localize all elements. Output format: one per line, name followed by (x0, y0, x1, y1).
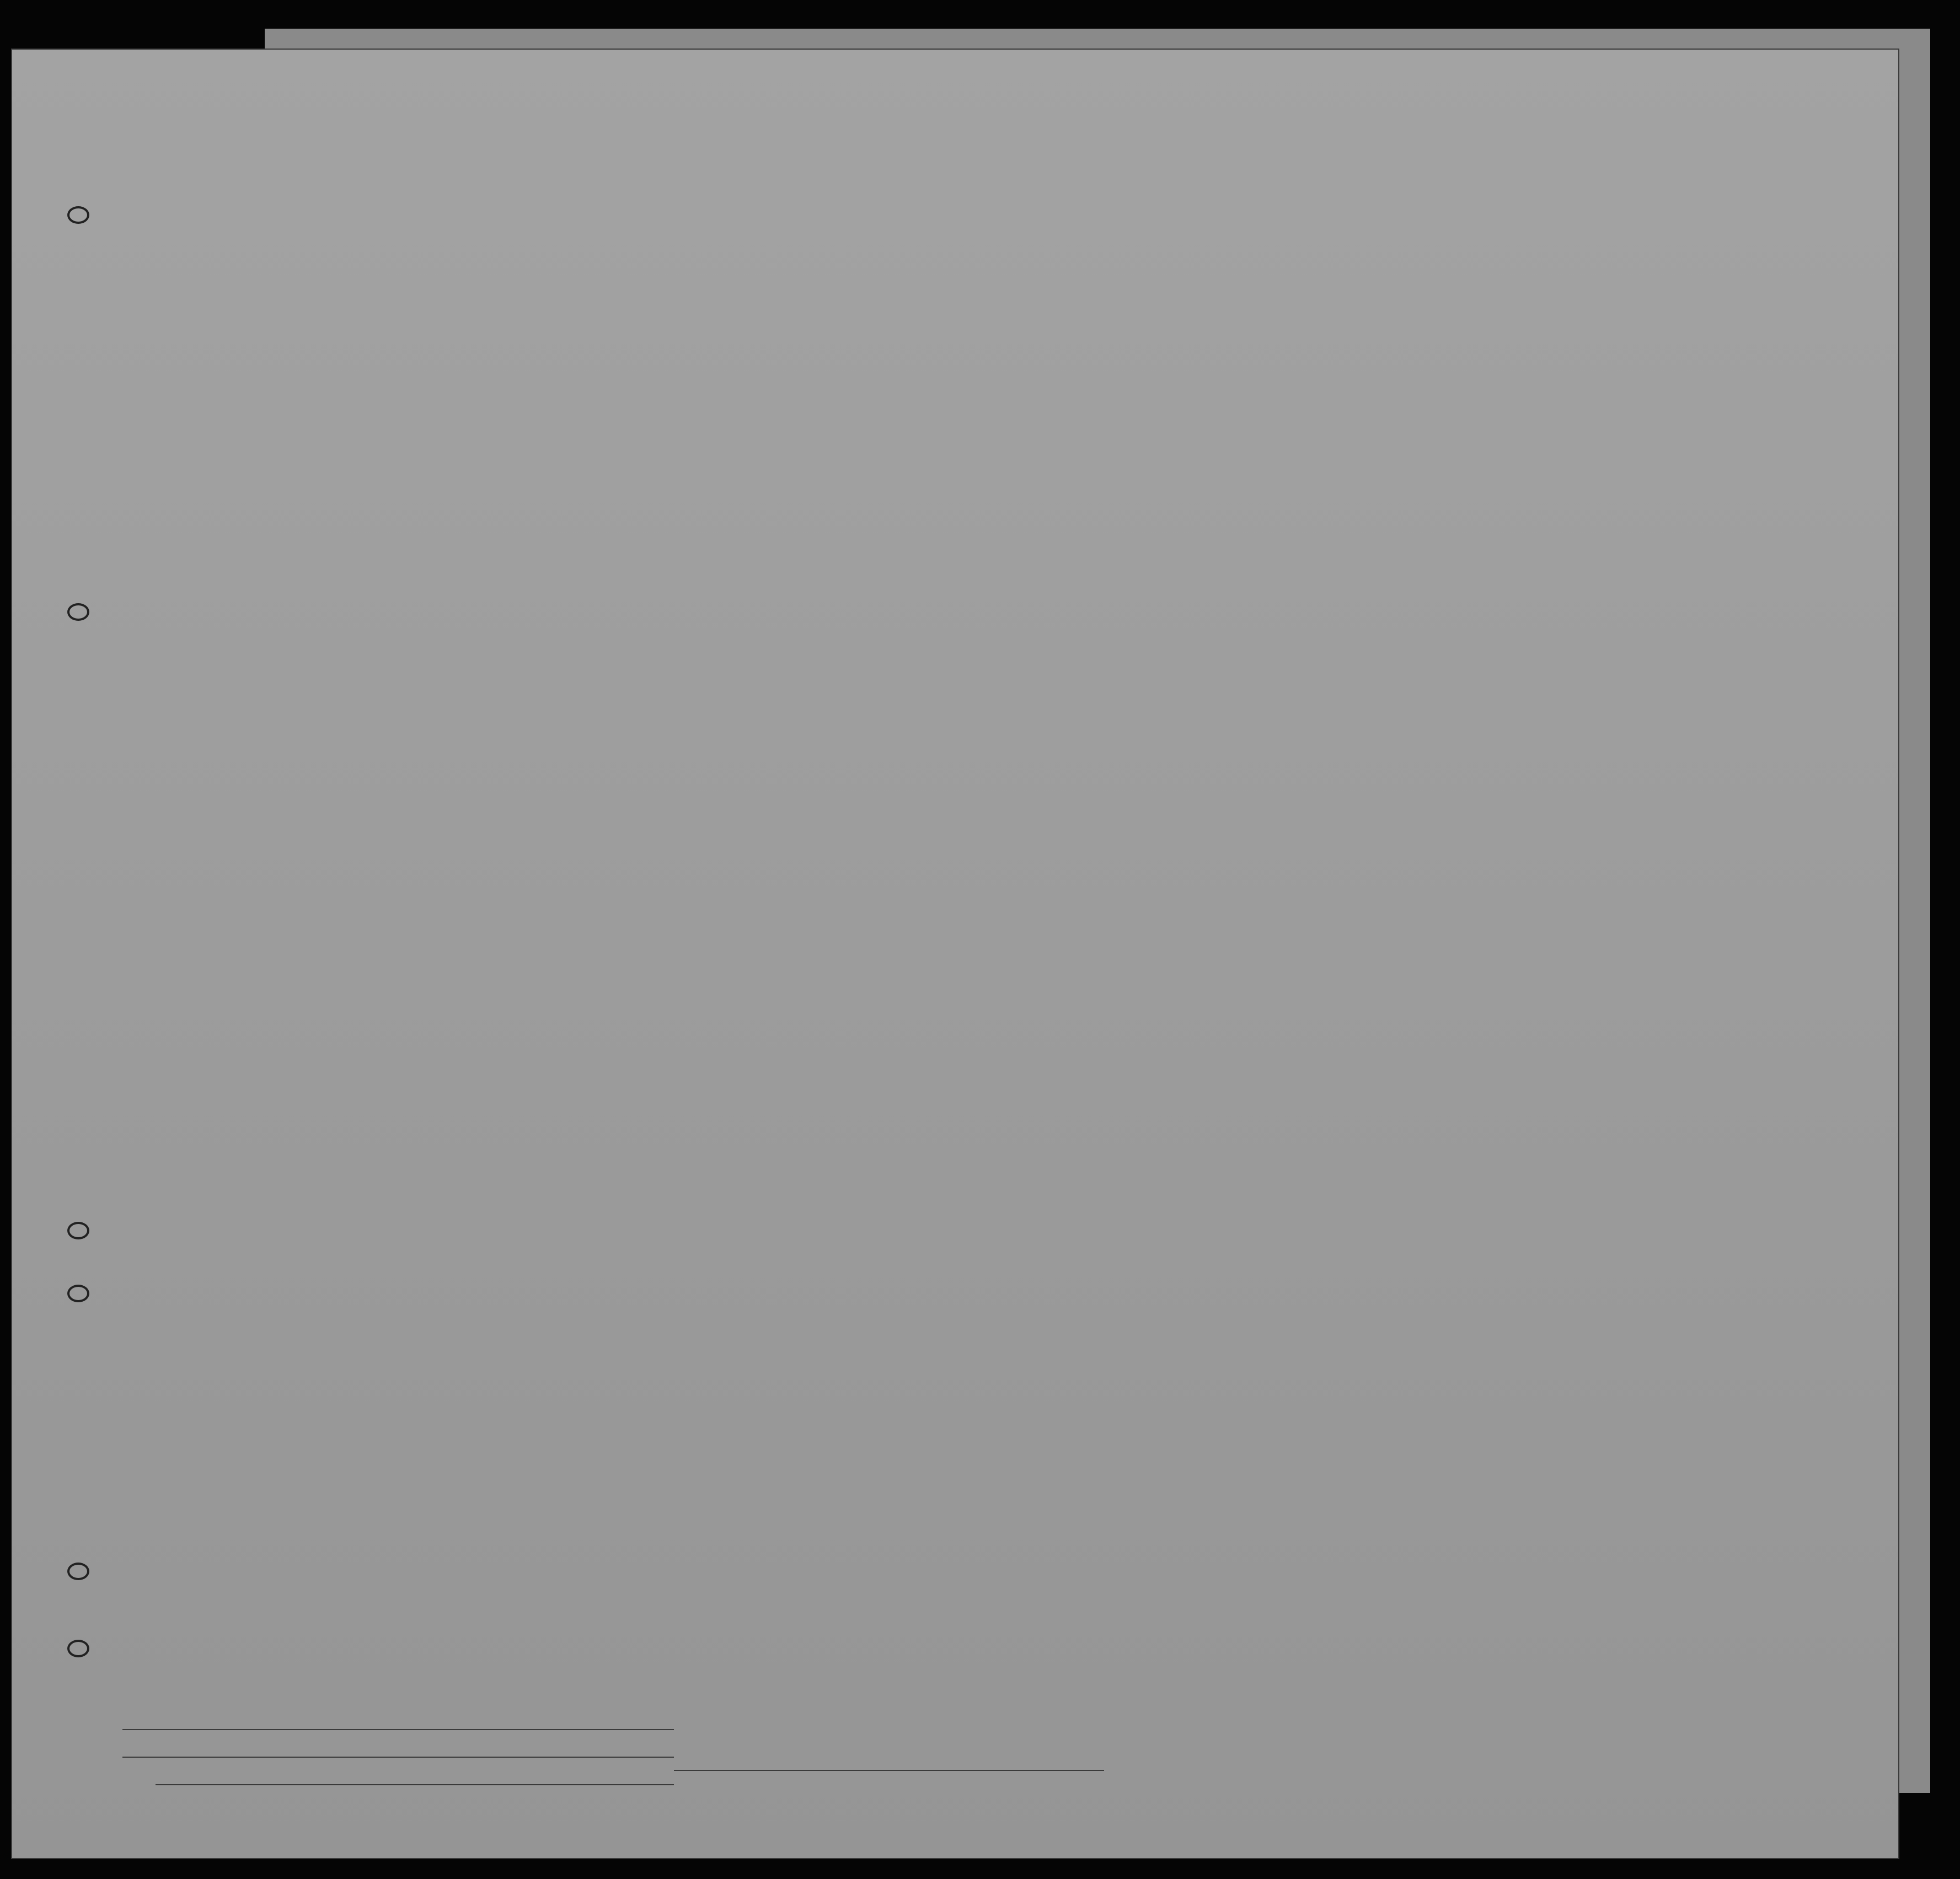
sheet-number-field (1689, 119, 1711, 138)
ring-mark (67, 1640, 89, 1657)
line-underline (122, 1729, 674, 1730)
ring-mark (67, 1222, 89, 1239)
ring-mark (67, 1563, 89, 1580)
ring-mark (67, 1285, 89, 1302)
ring-mark (67, 603, 89, 621)
agents-underline (156, 1784, 674, 1785)
manifest-sheet (12, 50, 1898, 1858)
signature-line (674, 1770, 1104, 1771)
owners-underline (122, 1757, 674, 1758)
ring-mark (67, 206, 89, 224)
